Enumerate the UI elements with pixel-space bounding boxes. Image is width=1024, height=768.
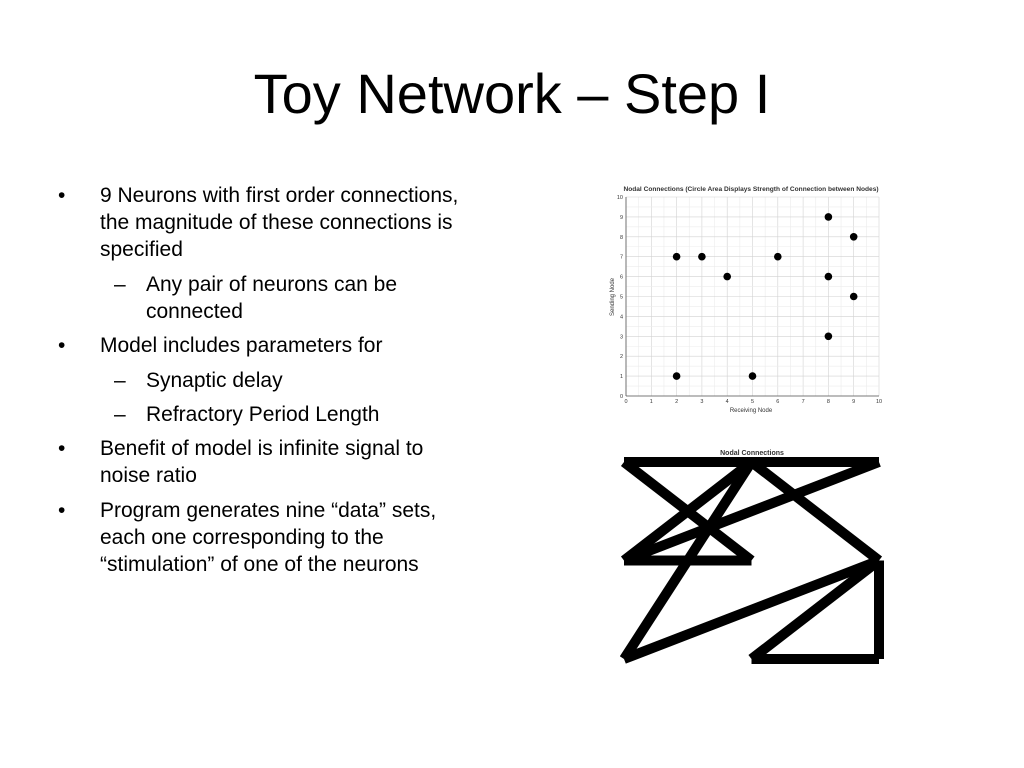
scatter-point xyxy=(723,273,731,281)
network-edge xyxy=(752,462,880,561)
sub-bullet-item xyxy=(58,401,478,428)
bullet-list xyxy=(58,182,478,586)
scatter-point xyxy=(774,253,782,261)
scatter-point xyxy=(825,333,833,341)
x-tick-label: 7 xyxy=(801,399,805,405)
sub-bullet-item xyxy=(58,271,478,325)
x-tick-label: 6 xyxy=(776,399,780,405)
y-tick-label: 4 xyxy=(619,314,623,321)
sub-bullet-mark: – xyxy=(114,273,126,296)
sub-bullet-text: Any pair of neurons can be connected xyxy=(146,273,397,323)
scatter-point xyxy=(673,372,681,380)
y-tick-label: 1 xyxy=(619,374,623,381)
scatter-point xyxy=(850,293,858,301)
sub-bullet-item xyxy=(58,367,478,394)
network-title: Nodal Connections xyxy=(720,450,784,457)
y-axis-label: Sending Node xyxy=(610,277,616,317)
scatter-point xyxy=(825,213,833,221)
x-tick-label: 3 xyxy=(700,399,704,405)
y-tick-label: 5 xyxy=(619,294,623,301)
bullet-item xyxy=(58,435,478,489)
y-tick-label: 8 xyxy=(619,234,623,241)
bullet-item xyxy=(58,332,478,359)
scatter-point xyxy=(850,233,858,241)
y-tick-label: 6 xyxy=(619,274,623,281)
network-diagram-svg xyxy=(620,445,886,667)
x-axis-label: Receiving Node xyxy=(729,408,773,414)
scatter-point xyxy=(698,253,706,261)
sub-bullet-text: Refractory Period Length xyxy=(146,403,380,426)
scatter-grid xyxy=(626,197,879,396)
x-tick-label: 8 xyxy=(826,399,830,405)
y-tick-label: 3 xyxy=(619,334,623,341)
x-tick-label: 1 xyxy=(649,399,653,405)
scatter-point xyxy=(749,372,757,380)
y-tick-label: 9 xyxy=(619,214,623,221)
x-tick-label: 10 xyxy=(875,399,883,405)
bullet-text: Model includes parameters for xyxy=(100,334,383,357)
sub-bullet-mark: – xyxy=(114,369,126,392)
scatter-title: Nodal Connections (Circle Area Displays Strength of Connection between Nodes) xyxy=(623,186,879,193)
bullet-text: Benefit of model is infinite signal to noise ratio xyxy=(100,437,424,487)
bullet-mark: • xyxy=(58,437,66,460)
slide-title: Toy Network – Step I xyxy=(253,62,771,125)
x-tick-label: 0 xyxy=(624,399,628,405)
y-tick-label: 0 xyxy=(619,394,623,400)
bullet-mark: • xyxy=(58,499,66,522)
network-edge xyxy=(624,561,879,660)
bullet-mark: • xyxy=(58,184,66,207)
bullet-item xyxy=(58,182,478,263)
y-tick-label: 10 xyxy=(616,195,623,201)
scatter-point xyxy=(825,273,833,281)
bullet-text: Program generates nine “data” sets, each one corresponding to the “stimulation” of one of the neurons xyxy=(100,499,437,576)
sub-bullet-mark: – xyxy=(114,403,126,426)
scatter-chart xyxy=(606,183,896,415)
bullet-mark: • xyxy=(58,334,66,357)
network-edge xyxy=(752,561,880,660)
x-tick-label: 2 xyxy=(675,399,679,405)
y-tick-label: 7 xyxy=(619,254,623,261)
x-tick-label: 4 xyxy=(725,399,729,405)
y-tick-label: 2 xyxy=(619,354,623,361)
sub-bullet-text: Synaptic delay xyxy=(146,369,283,392)
bullet-item xyxy=(58,497,478,578)
scatter-point xyxy=(673,253,681,261)
x-tick-label: 9 xyxy=(852,399,856,405)
bullet-text: 9 Neurons with first order connections, the magnitude of these connections is specified xyxy=(100,184,459,261)
x-tick-label: 5 xyxy=(750,399,755,405)
network-diagram xyxy=(620,445,886,667)
scatter-chart-svg xyxy=(606,183,896,415)
network-edge xyxy=(624,462,879,561)
